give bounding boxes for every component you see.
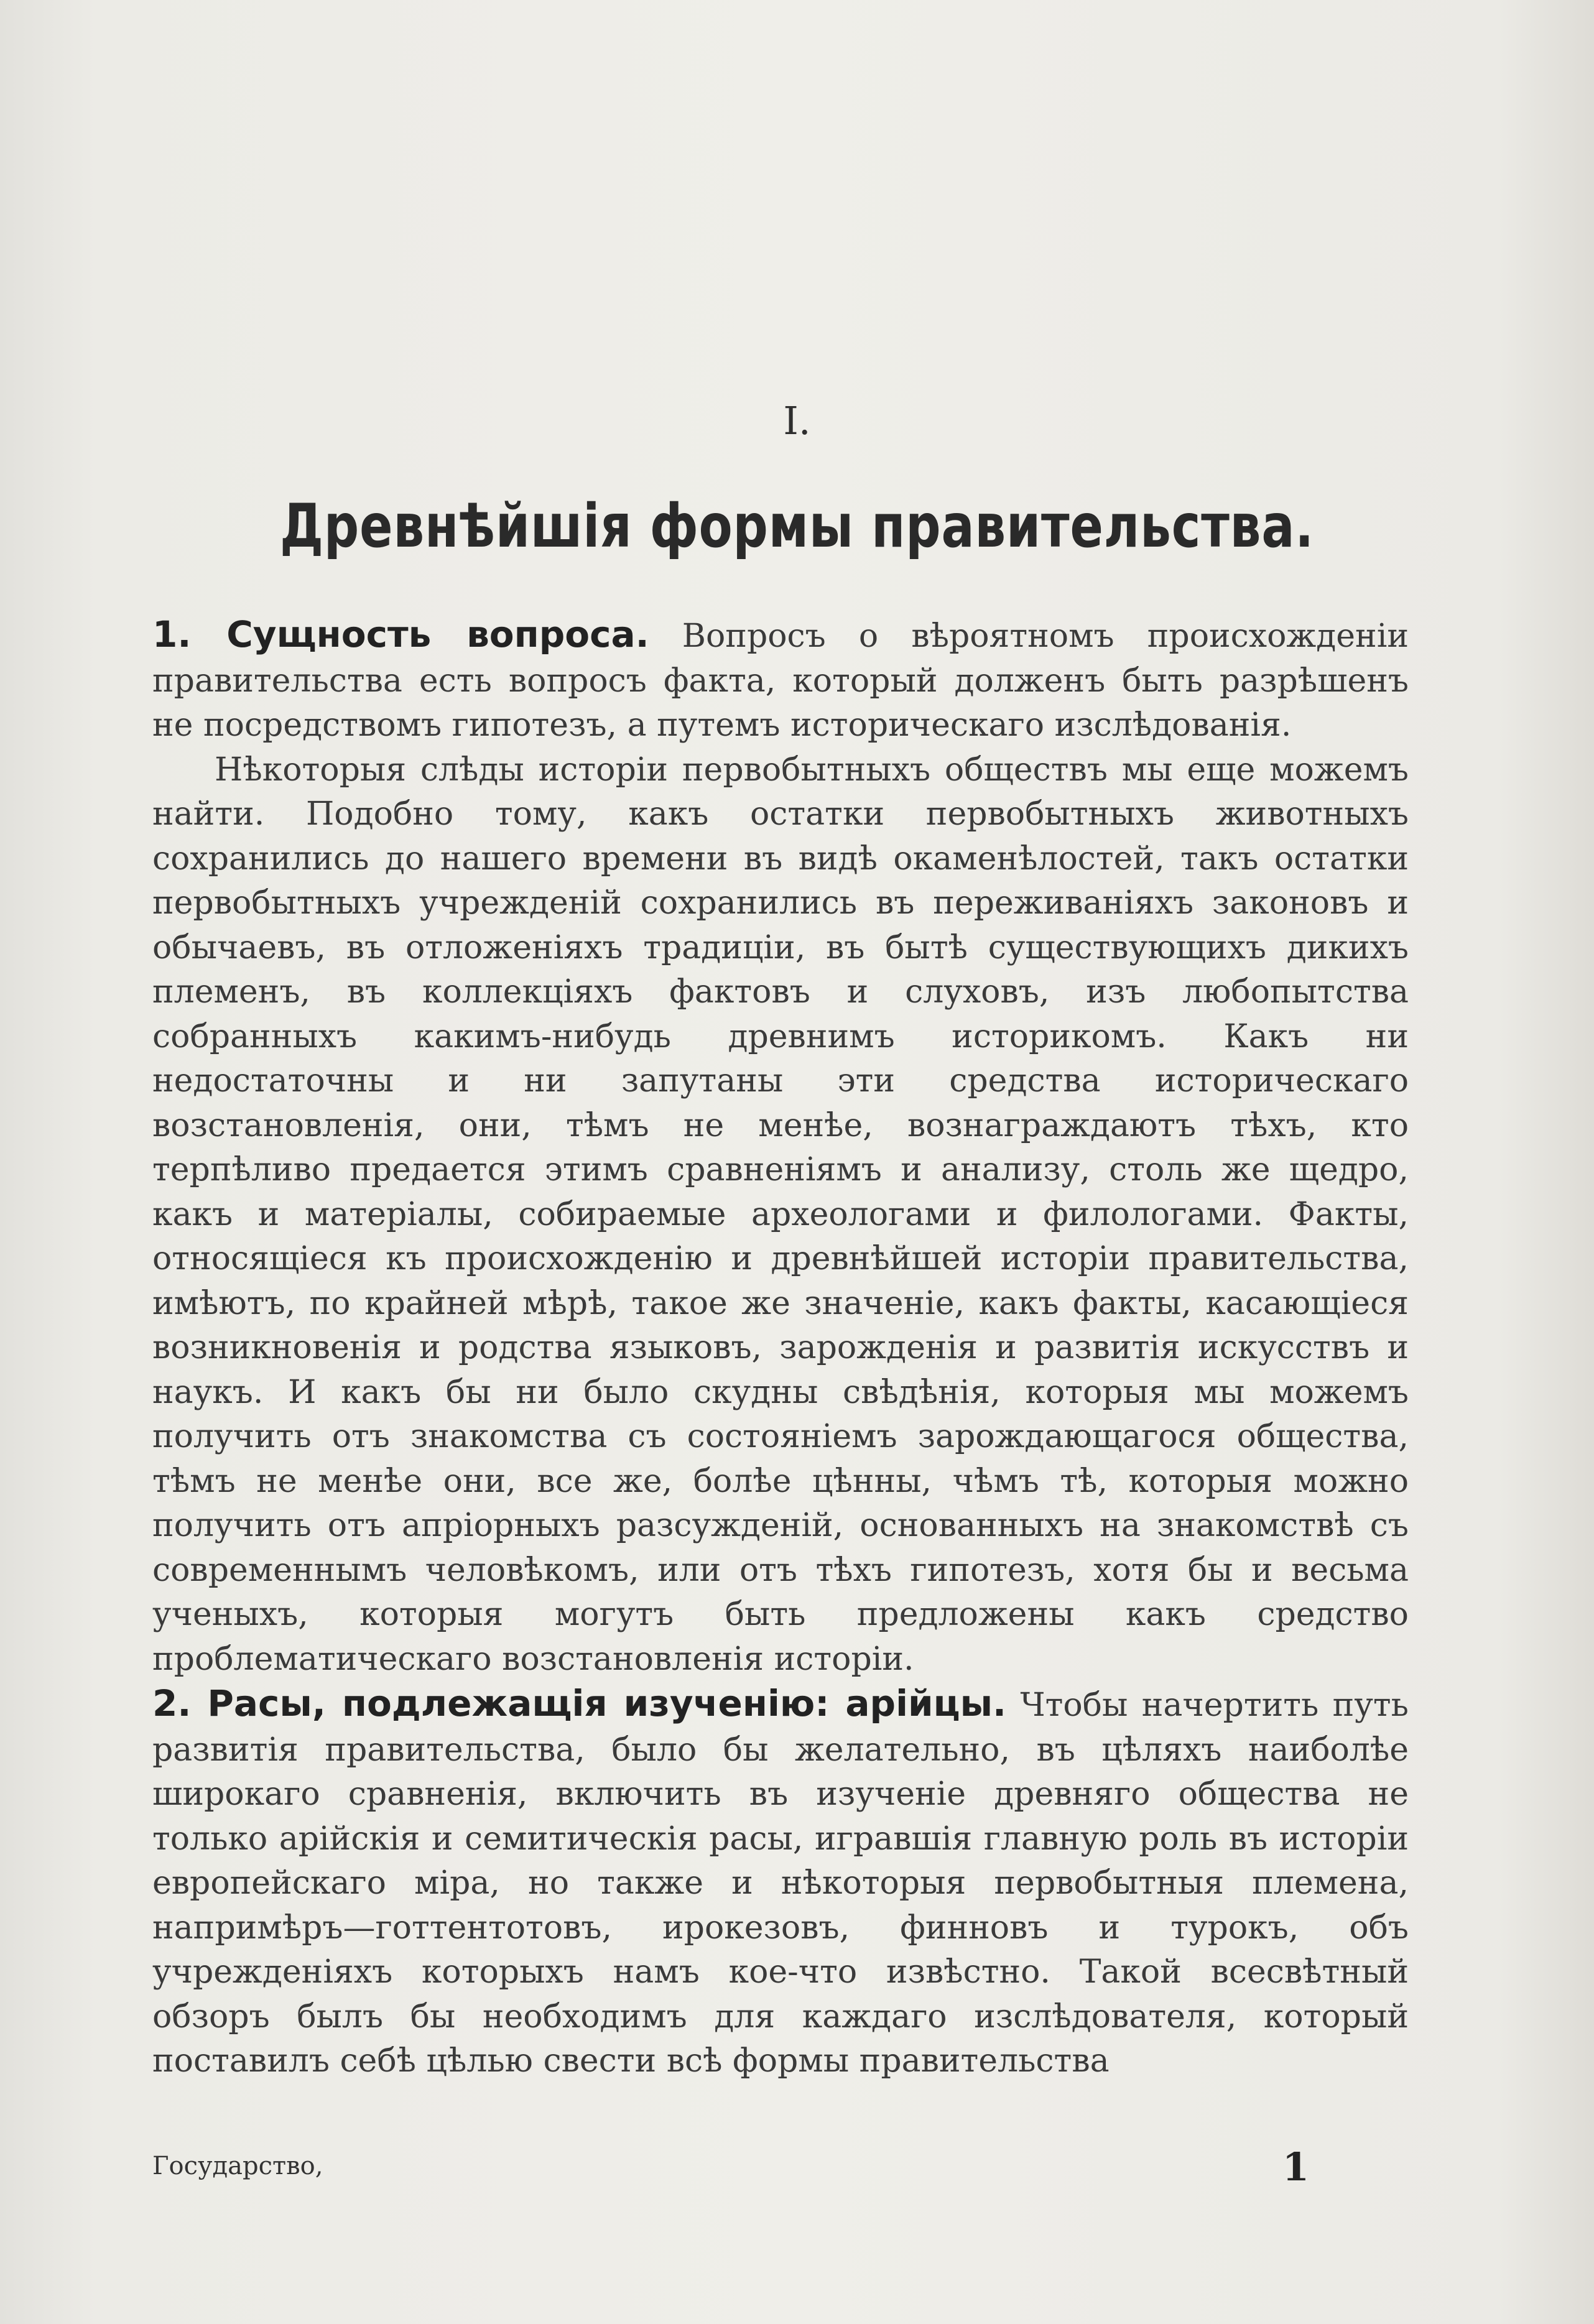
section-1-paragraph-2: Нѣкоторыя слѣды исторіи первобытныхъ обществъ мы еще можемъ найти. Подобно тому, какъ остатки первобытныхъ животныхъ сохранились до нашего времени въ видѣ окаменѣлостей, такъ остатки первобытныхъ учрежденій сохранились въ переживаніяхъ законовъ и обычаевъ, въ отложеніяхъ традиціи, въ бытѣ существующихъ дикихъ племенъ, въ коллекціяхъ фактовъ и слуховъ, изъ любопытства собранныхъ какимъ-нибудь древнимъ историкомъ. Какъ ни недостаточны и ни запутаны эти средства историческаго возстановленія, они, тѣмъ не менѣе, вознаграждаютъ тѣхъ, кто терпѣливо предается этимъ сравненіямъ и анализу, столь же щедро, какъ и матеріалы, собираемые археологами и филологами. Факты, относящіеся къ происхожденію и древнѣйшей исторіи правительства, имѣютъ, по крайней мѣрѣ, такое же значеніе, какъ факты, касающіеся возникновенія и родства языковъ, зарожденія и развитія искусствъ и наукъ. И какъ бы ни было скудны свѣдѣнія, которыя мы можемъ получить отъ знакомства съ состояніемъ зарождающагося общества, тѣмъ не менѣе они, все же, болѣе цѣнны, чѣмъ тѣ, которыя можно получить отъ апріорныхъ разсужденій, основанныхъ на знакомствѣ съ современнымъ человѣкомъ, или отъ тѣхъ гипотезъ, хотя бы и весьма ученыхъ, которыя могутъ быть предложены какъ средство проблематическаго возстановленія исторіи.	[152, 751, 1409, 1678]
section-1-paragraph-1	[152, 613, 1409, 748]
section-2-heading: 2. Расы, подлежащія изученію: арійцы.	[152, 1682, 1007, 1724]
section-2-paragraph-1	[152, 1682, 1409, 2084]
page-footer	[152, 2144, 1409, 2201]
footer-signature: Государство,	[152, 2152, 323, 2180]
section-1-heading: 1. Сущность вопроса.	[152, 613, 649, 655]
section-2-text-1: Чтобы начертить путь развитія правительства, было бы желательно, въ цѣляхъ наиболѣе широкаго сравненія, включить въ изученіе древняго общества не только арійскія и семитическія расы, игравшія главную роль въ исторіи европейскаго міра, но также и нѣкоторыя первобытныя племена, напримѣръ—готтентотовъ, ирокезовъ, финновъ и турокъ, объ учрежденіяхъ которыхъ намъ кое-что извѣстно. Такой всесвѣтный обзоръ былъ бы необходимъ для каждаго изслѣдователя, который поставилъ себѣ цѣлью свести всѣ формы правительства	[152, 1687, 1409, 2080]
chapter-number: I.	[783, 398, 811, 443]
chapter-title: Древнѣйшія формы правительства.	[280, 491, 1314, 561]
body-text	[152, 613, 1409, 2084]
page-number: 1	[1282, 2144, 1309, 2190]
section-1-text-1: Вопросъ о вѣроятномъ происхожденіи правительства есть вопросъ факта, который долженъ быть разрѣшенъ не посредствомъ гипотезъ, а путемъ историческаго изслѣдованія.	[152, 618, 1409, 744]
